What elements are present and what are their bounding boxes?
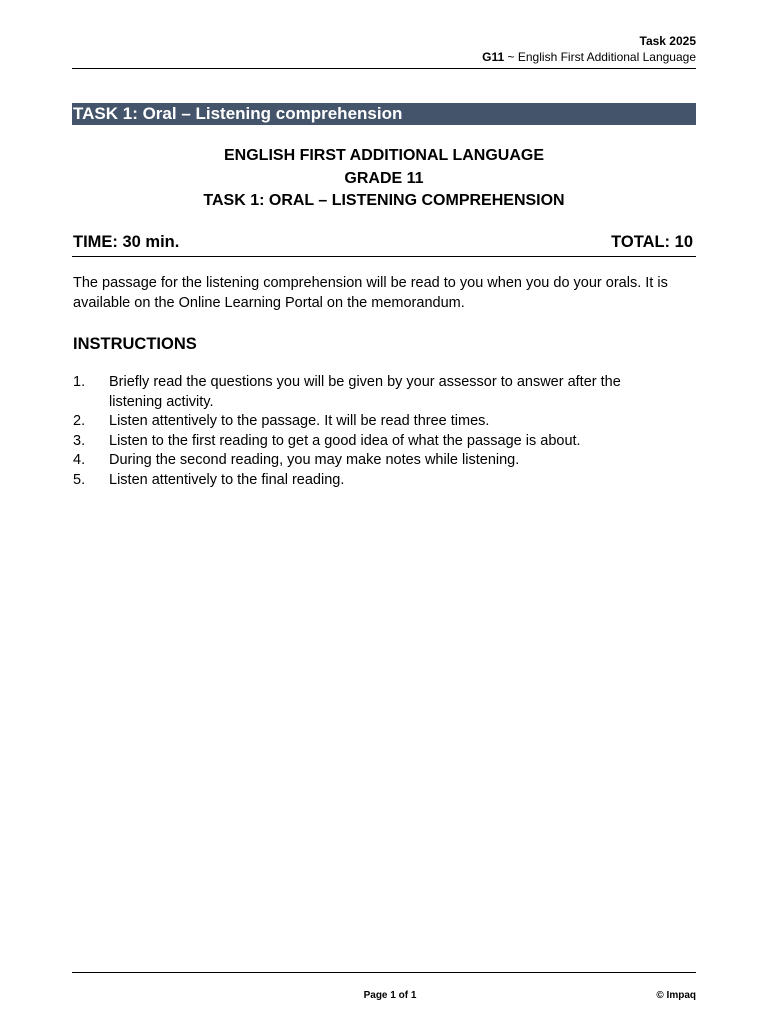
header-grade-code: G11 <box>482 50 505 64</box>
header-divider <box>72 68 696 69</box>
list-item-number: 5. <box>73 471 86 488</box>
list-item-text: Listen attentively to the passage. It will be read three times. <box>109 413 490 429</box>
list-item-number: 1. <box>73 374 86 390</box>
list-item-number: 4. <box>73 452 86 468</box>
header-task-label: Task 2025 <box>639 34 696 48</box>
grade-title: GRADE 11 <box>344 169 424 187</box>
task-title: TASK 1: ORAL – LISTENING COMPREHENSION <box>203 192 565 209</box>
header-subject: ~ English First Additional Language <box>504 50 696 64</box>
list-item <box>73 432 673 452</box>
list-item <box>73 471 673 491</box>
total-marks: TOTAL: 10 <box>611 233 693 251</box>
time-total-row <box>72 231 694 253</box>
list-item <box>73 451 673 471</box>
task-banner: TASK 1: Oral – Listening comprehension <box>72 103 696 125</box>
list-item <box>73 412 673 432</box>
list-item-text: Briefly read the questions you will be given by your assessor to answer after the listening activity. <box>109 374 621 410</box>
document-titles <box>72 145 696 213</box>
list-item <box>73 373 673 412</box>
list-item-text: During the second reading, you may make notes while listening. <box>109 452 520 468</box>
footer-divider <box>72 972 696 973</box>
page-header <box>72 33 696 65</box>
list-item-number: 3. <box>73 432 86 449</box>
header-subject-line <box>72 49 696 65</box>
instructions-heading: INSTRUCTIONS <box>73 335 197 353</box>
list-item-text: Listen to the first reading to get a good idea of what the passage is about. <box>109 432 581 449</box>
page-number: Page 1 of 1 <box>363 990 417 1001</box>
subject-title: ENGLISH FIRST ADDITIONAL LANGUAGE <box>224 147 544 164</box>
list-item-text: Listen attentively to the final reading. <box>109 471 345 488</box>
time-total-divider <box>72 256 696 257</box>
instructions-list <box>73 373 673 490</box>
intro-paragraph: The passage for the listening comprehension will be read to you when you do your orals. It is available on the Online Learning Portal on the memorandum. <box>73 275 668 311</box>
time-allowed: TIME: 30 min. <box>73 233 180 251</box>
list-item-number: 2. <box>73 413 86 429</box>
copyright-notice: © Impaq <box>656 990 696 1001</box>
